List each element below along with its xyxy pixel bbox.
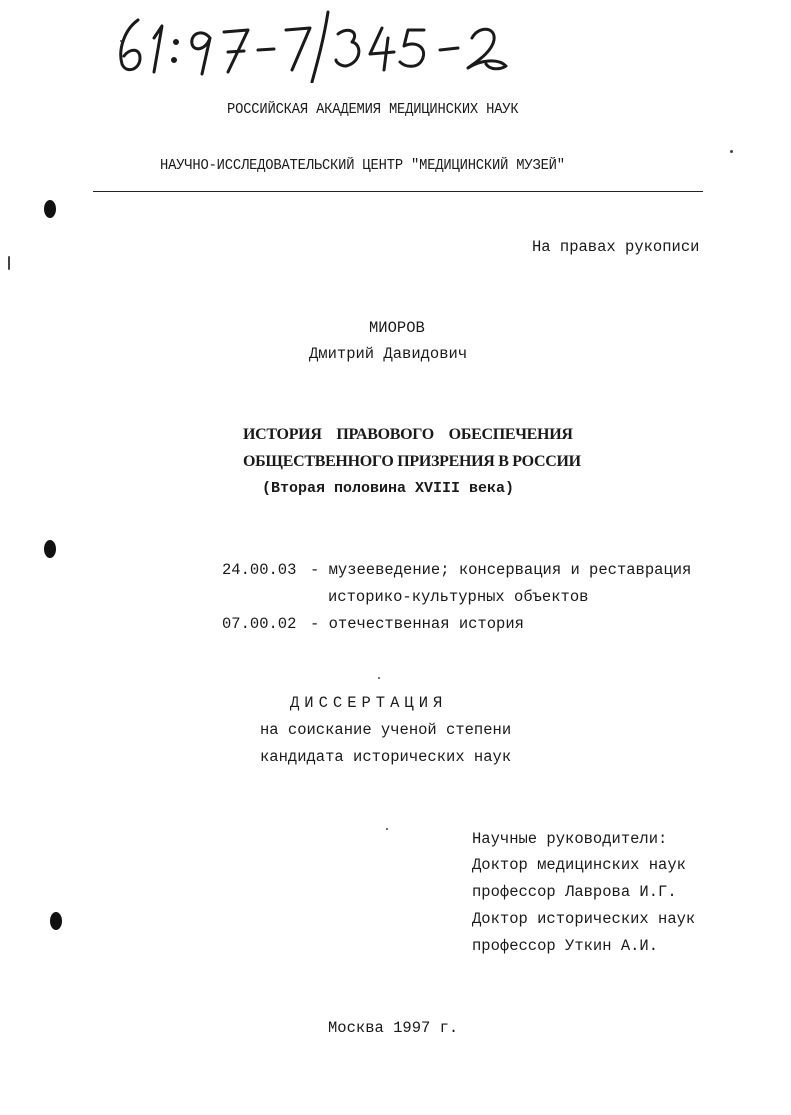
binding-hole [50,912,62,930]
supervisor-line-4: профессор Уткин А.И. [472,937,659,955]
specialty-1-line-2: историко-культурных объектов [328,588,589,606]
scan-speck [730,150,733,153]
scan-speck [120,40,122,42]
supervisor-line-1: Доктор медицинских наук [472,856,686,874]
manuscript-note: На правах рукописи [532,238,700,256]
specialty-1-line-1: - музееведение; консервация и реставрация [310,561,692,579]
author-name: Дмитрий Давидович [309,345,468,363]
specialty-2-code: 07.00.02 [222,615,297,633]
supervisor-line-2: профессор Лаврова И.Г. [472,883,677,901]
handwritten-archive-number [110,8,530,83]
title-line-2: ОБЩЕСТВЕННОГО ПРИЗРЕНИЯ В РОССИИ [243,453,581,470]
title-line-1: ИСТОРИЯ ПРАВОВОГО ОБЕСПЕЧЕНИЯ [243,426,573,443]
supervisors-heading: Научные руководители: [472,830,668,848]
dissertation-label: ДИССЕРТАЦИЯ [290,694,448,712]
binding-hole [44,200,56,218]
scan-speck [378,677,380,679]
academy-name: РОССИЙСКАЯ АКАДЕМИЯ МЕДИЦИНСКИХ НАУК [227,101,519,118]
scan-speck [386,828,388,830]
author-surname: МИОРОВ [369,319,425,337]
dissertation-degree-line: на соискание ученой степени [260,721,512,739]
binding-hole [44,540,56,558]
handwritten-archive-number-drawing [110,8,530,83]
research-center-name: НАУЧНО-ИССЛЕДОВАТЕЛЬСКИЙ ЦЕНТР "МЕДИЦИНСКИЙ МУЗЕЙ" [160,157,565,174]
place-and-year: Москва 1997 г. [328,1019,459,1037]
specialty-1-code: 24.00.03 [222,561,297,579]
specialty-2-line-1: - отечественная история [310,615,524,633]
scan-mark [8,256,10,270]
header-divider [93,191,703,192]
title-line-3: (Вторая половина XVIII века) [262,480,515,497]
supervisor-line-3: Доктор исторических наук [472,910,696,928]
dissertation-field-line: кандидата исторических наук [260,748,512,766]
